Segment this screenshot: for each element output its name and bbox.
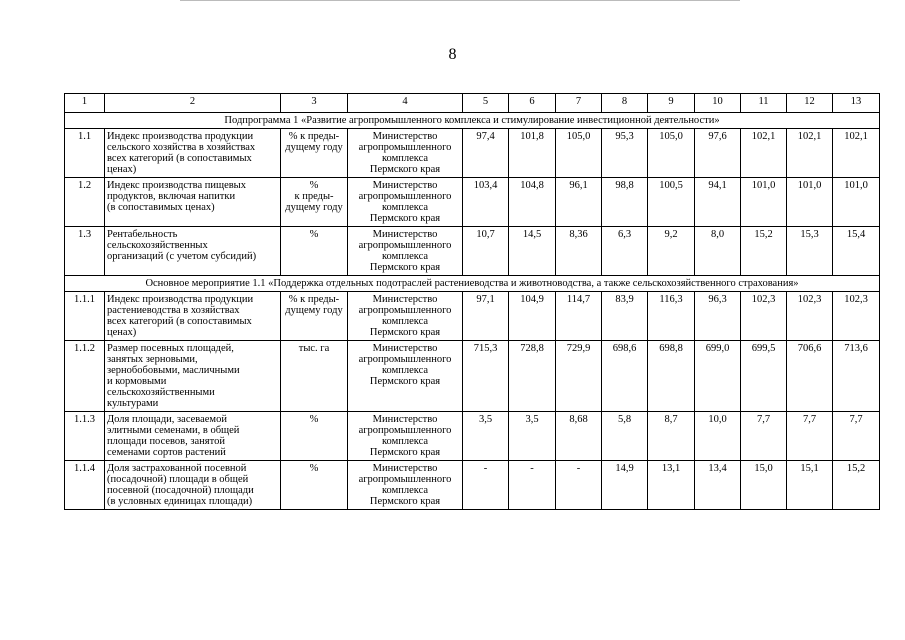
value-cell: 14,9: [602, 461, 648, 510]
text-line: дущему году: [285, 202, 343, 213]
column-header-8: 8: [602, 94, 648, 113]
table-row: [65, 227, 880, 276]
text-line: %: [309, 229, 319, 240]
responsible-executor: [348, 292, 463, 341]
table-row: [65, 412, 880, 461]
row-number: 1.1.1: [65, 292, 105, 341]
value-cell: 102,3: [833, 292, 880, 341]
value-cell: -: [509, 461, 556, 510]
text-line: Министерство: [372, 229, 438, 240]
section-title: Основное мероприятие 1.1 «Поддержка отдельных подотраслей растениеводства и животноводства, а также сельскохозяйственного страхования»: [65, 276, 880, 292]
value-cell: 8,0: [695, 227, 741, 276]
text-line: комплекса: [381, 153, 429, 164]
text-line: агропромышленного: [358, 240, 452, 251]
section-title: Подпрограмма 1 «Развитие агропромышленного комплекса и стимулирование инвестиционной деятельности»: [65, 113, 880, 129]
responsible-executor: [348, 341, 463, 412]
value-cell: 7,7: [833, 412, 880, 461]
row-number: 1.3: [65, 227, 105, 276]
text-line: элитными семенами, в общей: [107, 425, 240, 436]
text-line: комплекса: [381, 365, 429, 376]
value-cell: 102,1: [833, 129, 880, 178]
unit: [281, 412, 348, 461]
text-line: всех категорий (в сопоставимых: [107, 153, 252, 164]
value-cell: 14,5: [509, 227, 556, 276]
text-line: (посадочной) площади в общей: [107, 474, 249, 485]
text-line: %: [309, 414, 319, 425]
value-cell: 101,0: [833, 178, 880, 227]
value-cell: 698,8: [648, 341, 695, 412]
text-line: дущему году: [285, 305, 343, 316]
text-line: (в сопоставимых ценах): [107, 202, 215, 213]
value-cell: 8,7: [648, 412, 695, 461]
value-cell: 102,1: [787, 129, 833, 178]
text-line: агропромышленного: [358, 474, 452, 485]
table-row: [65, 129, 880, 178]
value-cell: 100,5: [648, 178, 695, 227]
value-cell: 3,5: [463, 412, 509, 461]
text-line: комплекса: [381, 316, 429, 327]
value-cell: 96,3: [695, 292, 741, 341]
responsible-executor: [348, 227, 463, 276]
text-line: Пермского края: [369, 327, 441, 338]
value-cell: 116,3: [648, 292, 695, 341]
indicator-name: [105, 129, 281, 178]
unit: [281, 461, 348, 510]
text-line: ценах): [107, 327, 137, 338]
value-cell: 5,8: [602, 412, 648, 461]
text-line: комплекса: [381, 202, 429, 213]
text-line: агропромышленного: [358, 142, 452, 153]
value-cell: 98,8: [602, 178, 648, 227]
text-line: Индекс производства продукции: [107, 294, 254, 305]
page-number: 8: [448, 46, 457, 63]
column-header-6: 6: [509, 94, 556, 113]
value-cell: 7,7: [787, 412, 833, 461]
unit: [281, 227, 348, 276]
value-cell: 101,8: [509, 129, 556, 178]
column-header-7: 7: [556, 94, 602, 113]
value-cell: -: [463, 461, 509, 510]
table-row: [65, 341, 880, 412]
text-line: Доля застрахованной посевной: [107, 463, 247, 474]
text-line: организаций (с учетом субсидий): [107, 251, 257, 262]
text-line: Министерство: [372, 463, 438, 474]
value-cell: 13,4: [695, 461, 741, 510]
text-line: Министерство: [372, 343, 438, 354]
indicator-name: [105, 178, 281, 227]
text-line: дущему году: [285, 142, 343, 153]
table-row: [65, 461, 880, 510]
text-line: Пермского края: [369, 496, 441, 507]
column-header-4: 4: [348, 94, 463, 113]
value-cell: 102,1: [741, 129, 787, 178]
value-cell: 97,4: [463, 129, 509, 178]
text-line: агропромышленного: [358, 425, 452, 436]
value-cell: 8,68: [556, 412, 602, 461]
text-line: Пермского края: [369, 213, 441, 224]
text-line: посевной (посадочной) площади: [107, 485, 254, 496]
value-cell: 15,0: [741, 461, 787, 510]
text-line: сельскохозяйственных: [107, 240, 208, 251]
value-cell: 715,3: [463, 341, 509, 412]
value-cell: 105,0: [648, 129, 695, 178]
text-line: всех категорий (в сопоставимых: [107, 316, 252, 327]
value-cell: 13,1: [648, 461, 695, 510]
value-cell: 729,9: [556, 341, 602, 412]
value-cell: 9,2: [648, 227, 695, 276]
row-number: 1.1.3: [65, 412, 105, 461]
unit: [281, 292, 348, 341]
column-header-10: 10: [695, 94, 741, 113]
indicators-table: [64, 93, 880, 510]
responsible-executor: [348, 412, 463, 461]
row-number: 1.1.2: [65, 341, 105, 412]
column-header-9: 9: [648, 94, 695, 113]
text-line: Пермского края: [369, 376, 441, 387]
text-line: Министерство: [372, 131, 438, 142]
value-cell: 104,9: [509, 292, 556, 341]
column-header-2: 2: [105, 94, 281, 113]
value-cell: 15,1: [787, 461, 833, 510]
header-row: [65, 94, 880, 113]
row-number: 1.1.4: [65, 461, 105, 510]
value-cell: 15,2: [833, 461, 880, 510]
column-header-11: 11: [741, 94, 787, 113]
unit: [281, 178, 348, 227]
text-line: комплекса: [381, 436, 429, 447]
text-line: Министерство: [372, 180, 438, 191]
column-header-1: 1: [65, 94, 105, 113]
value-cell: 102,3: [787, 292, 833, 341]
indicator-name: [105, 412, 281, 461]
value-cell: 97,1: [463, 292, 509, 341]
value-cell: 83,9: [602, 292, 648, 341]
text-line: % к преды-: [288, 294, 340, 305]
value-cell: 3,5: [509, 412, 556, 461]
value-cell: 103,4: [463, 178, 509, 227]
text-line: сельскохозяйственными: [107, 387, 215, 398]
value-cell: 6,3: [602, 227, 648, 276]
text-line: Рентабельность: [107, 229, 178, 240]
value-cell: 15,3: [787, 227, 833, 276]
indicator-name: [105, 461, 281, 510]
column-header-13: 13: [833, 94, 880, 113]
text-line: зернобобовыми, масличными: [107, 365, 240, 376]
responsible-executor: [348, 178, 463, 227]
unit: [281, 129, 348, 178]
indicator-name: [105, 341, 281, 412]
value-cell: 713,6: [833, 341, 880, 412]
value-cell: 102,3: [741, 292, 787, 341]
value-cell: 699,0: [695, 341, 741, 412]
column-header-5: 5: [463, 94, 509, 113]
text-line: продуктов, включая напитки: [107, 191, 236, 202]
row-number: 1.1: [65, 129, 105, 178]
value-cell: 10,0: [695, 412, 741, 461]
text-line: % к преды-: [288, 131, 340, 142]
value-cell: 698,6: [602, 341, 648, 412]
text-line: Пермского края: [369, 447, 441, 458]
row-number: 1.2: [65, 178, 105, 227]
text-line: площади посевов, занятой: [107, 436, 225, 447]
text-line: Пермского края: [369, 262, 441, 273]
text-line: Индекс производства пищевых: [107, 180, 246, 191]
value-cell: 97,6: [695, 129, 741, 178]
text-line: агропромышленного: [358, 354, 452, 365]
value-cell: 10,7: [463, 227, 509, 276]
value-cell: 15,4: [833, 227, 880, 276]
value-cell: 15,2: [741, 227, 787, 276]
value-cell: 104,8: [509, 178, 556, 227]
text-line: (в условных единицах площади): [107, 496, 253, 507]
text-line: агропромышленного: [358, 305, 452, 316]
value-cell: 94,1: [695, 178, 741, 227]
value-cell: 105,0: [556, 129, 602, 178]
column-header-12: 12: [787, 94, 833, 113]
text-line: Доля площади, засеваемой: [107, 414, 227, 425]
value-cell: 101,0: [741, 178, 787, 227]
section-header-row: [65, 276, 880, 292]
text-line: Министерство: [372, 294, 438, 305]
text-line: семенами сортов растений: [107, 447, 226, 458]
text-line: занятых зерновыми,: [107, 354, 198, 365]
value-cell: 114,7: [556, 292, 602, 341]
value-cell: 96,1: [556, 178, 602, 227]
table-row: [65, 292, 880, 341]
text-line: %: [309, 180, 319, 191]
text-line: агропромышленного: [358, 191, 452, 202]
responsible-executor: [348, 129, 463, 178]
text-line: культурами: [107, 398, 159, 409]
section-header-row: [65, 113, 880, 129]
text-line: комплекса: [381, 251, 429, 262]
text-line: тыс. га: [298, 343, 330, 354]
indicator-name: [105, 227, 281, 276]
column-header-3: 3: [281, 94, 348, 113]
table-row: [65, 178, 880, 227]
value-cell: -: [556, 461, 602, 510]
value-cell: 7,7: [741, 412, 787, 461]
text-line: Министерство: [372, 414, 438, 425]
text-line: к преды-: [294, 191, 334, 202]
value-cell: 95,3: [602, 129, 648, 178]
text-line: и кормовыми: [107, 376, 167, 387]
text-line: ценах): [107, 164, 137, 175]
text-line: растениеводства в хозяйствах: [107, 305, 240, 316]
unit: [281, 341, 348, 412]
text-line: Индекс производства продукции: [107, 131, 254, 142]
top-rule: [180, 0, 740, 1]
value-cell: 8,36: [556, 227, 602, 276]
value-cell: 706,6: [787, 341, 833, 412]
value-cell: 101,0: [787, 178, 833, 227]
indicator-name: [105, 292, 281, 341]
responsible-executor: [348, 461, 463, 510]
value-cell: 728,8: [509, 341, 556, 412]
text-line: Размер посевных площадей,: [107, 343, 234, 354]
text-line: сельского хозяйства в хозяйствах: [107, 142, 256, 153]
text-line: Пермского края: [369, 164, 441, 175]
text-line: %: [309, 463, 319, 474]
text-line: комплекса: [381, 485, 429, 496]
value-cell: 699,5: [741, 341, 787, 412]
